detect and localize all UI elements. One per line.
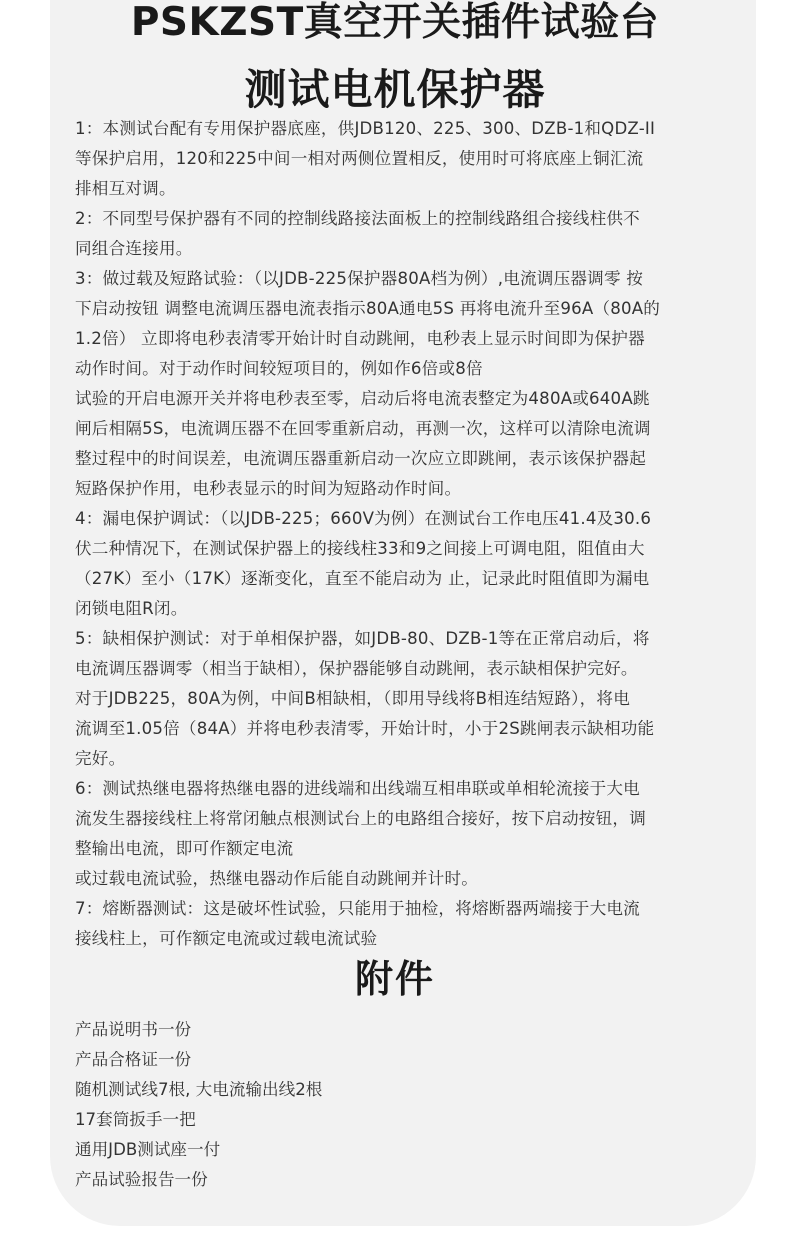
text-line: 动作时间。对于动作时间较短项目的，例如作6倍或8倍 — [75, 359, 483, 378]
text-line: 伏二种情况下，在测试保护器上的接线柱33和9之间接上可调电阻，阻值由大 — [75, 539, 645, 558]
accessories-heading: 附件 — [354, 957, 435, 1001]
text-line: 排相互对调。 — [75, 179, 176, 198]
text-line: 或过载电流试验，热继电器动作后能自动跳闸并计时。 — [75, 869, 479, 888]
text-line: 整过程中的时间误差，电流调压器重新启动一次应立即跳闸，表示该保护器起 — [75, 449, 646, 468]
text-line: 同组合连接用。 — [75, 239, 193, 258]
text-line: 3：做过载及短路试验：（以JDB-225保护器80A档为例）,电流调压器调零 按 — [75, 269, 644, 288]
instructions-text — [75, 114, 735, 954]
text-line: 等保护启用，120和225中间一相对两侧位置相反，使用时可将底座上铜汇流 — [75, 149, 644, 168]
list-item: 17套筒扳手一把 — [75, 1110, 196, 1129]
text-line: 6：测试热继电器将热继电器的进线端和出线端互相串联或单相轮流接于大电 — [75, 779, 640, 798]
text-line: 电流调压器调零（相当于缺相），保护器能够自动跳闸，表示缺相保护完好。 — [75, 659, 638, 678]
text-line: 对于JDB225，80A为例，中间B相缺相，（即用导线将B相连结短路），将电 — [75, 689, 630, 708]
text-line: 完好。 — [75, 749, 126, 768]
list-item: 产品合格证一份 — [75, 1050, 192, 1069]
text-line: 4：漏电保护调试：（以JDB-225；660V为例）在测试台工作电压41.4及30.6 — [75, 509, 652, 528]
text-line: 整输出电流，即可作额定电流 — [75, 839, 294, 858]
text-line: 流调至1.05倍（84A）并将电秒表清零，开始计时，小于2S跳闸表示缺相功能 — [75, 719, 655, 738]
text-line: 短路保护作用，电秒表显示的时间为短路动作时间。 — [75, 479, 462, 498]
accessories-list — [75, 1015, 675, 1195]
text-line: 2：不同型号保护器有不同的控制线路接法面板上的控制线路组合接线柱供不 — [75, 209, 640, 228]
list-item: 产品说明书一份 — [75, 1020, 192, 1039]
text-line: 7：熔断器测试：这是破坏性试验，只能用于抽检，将熔断器两端接于大电流 — [75, 899, 640, 918]
list-item: 产品试验报告一份 — [75, 1170, 208, 1189]
text-line: 闸后相隔5S，电流调压器不在回零重新启动，再测一次，这样可以清除电流调 — [75, 419, 651, 438]
text-line: 闭锁电阻R闭。 — [75, 599, 188, 618]
list-item: 随机测试线7根, 大电流输出线2根 — [75, 1080, 323, 1099]
page-subtitle: 测试电机保护器 — [244, 65, 546, 114]
page-title: PSKZST真空开关插件试验台 — [130, 0, 660, 45]
text-line: 下启动按钮 调整电流调压器电流表指示80A通电5S 再将电流升至96A（80A的 — [75, 299, 661, 318]
text-line: 试验的开启电源开关并将电秒表至零，启动后将电流表整定为480A或640A跳 — [75, 389, 650, 408]
text-line: 5：缺相保护测试：对于单相保护器，如JDB-80、DZB-1等在正常启动后，将 — [75, 629, 650, 648]
list-item: 通用JDB测试座一付 — [75, 1140, 221, 1159]
text-line: 接线柱上，可作额定电流或过载电流试验 — [75, 929, 378, 948]
text-line: （27K）至小（17K）逐渐变化，直至不能启动为 止，记录此时阻值即为漏电 — [75, 569, 650, 588]
text-line: 流发生器接线柱上将常闭触点根测试台上的电路组合接好，按下启动按钮，调 — [75, 809, 646, 828]
text-line: 1.2倍） 立即将电秒表清零开始计时自动跳闸，电秒表上显示时间即为保护器 — [75, 329, 645, 348]
text-line: 1：本测试台配有专用保护器底座，供JDB120、225、300、DZB-1和QDZ-II — [75, 119, 656, 138]
